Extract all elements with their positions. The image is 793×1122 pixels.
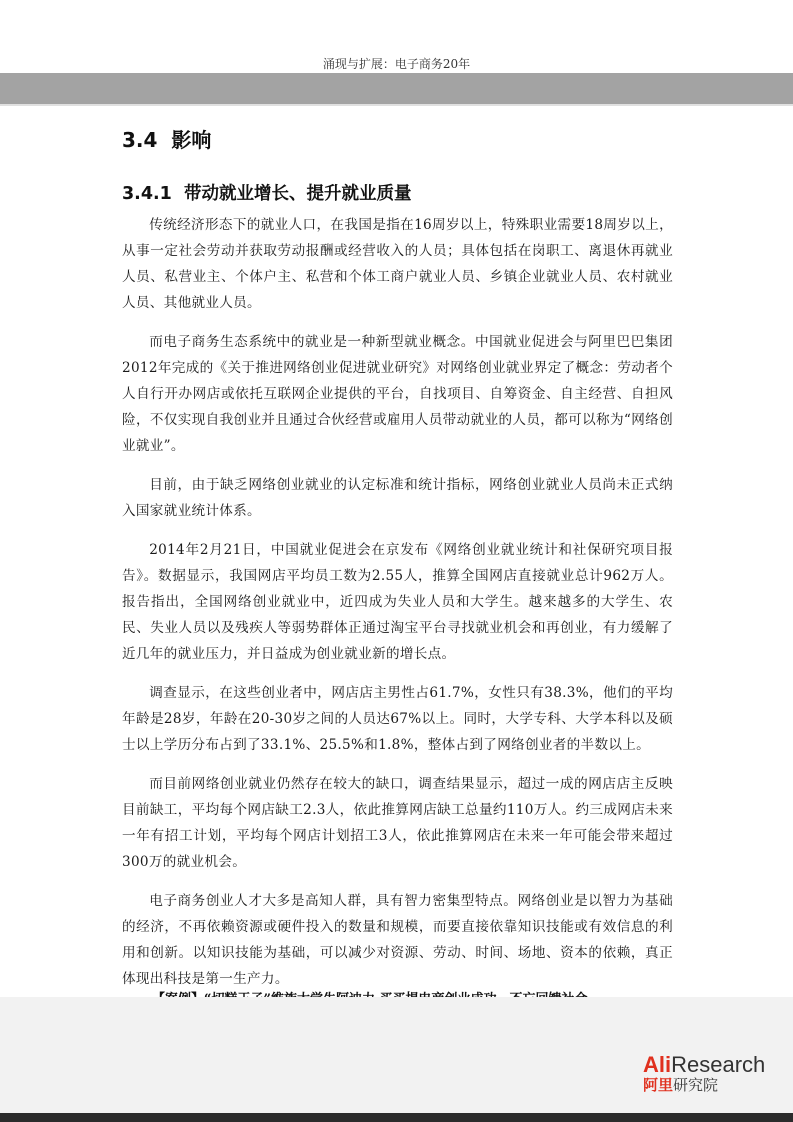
subsection-title: 3.4.1 带动就业增长、提升就业质量 [122, 184, 412, 204]
running-header: 涌现与扩展：电子商务20年 [322, 57, 471, 71]
paragraph: 2014年2月21日，中国就业促进会在京发布《网络创业就业统计和社保研究项目报告》。数据显示，我国网店平均员工数为2.55人，推算全国网店直接就业总计962万人。报告指出，全国网络创业就业中，近四成为失业人员和大学生。越来越多的大学生、农民、失业人员以及残疾人等弱势群体正通过淘宝平台寻找就业机会和再创业，有力缓解了近几年的就业压力，并日益成为创业就业新的增长点。 [122, 542, 673, 662]
paragraph: 调查显示，在这些创业者中，网店店主男性占61.7%，女性只有38.3%，他们的平均年龄是28岁，年龄在20-30岁之间的人员达67%以上。同时，大学专科、大学本科以及硕士以上学历分布占到了33.1%、25.5%和1.8%，整体占到了网络创业者的半数以上。 [122, 685, 673, 753]
logo-cn-red-text: 阿里 [643, 1076, 674, 1094]
paragraph: 传统经济形态下的就业人口，在我国是指在16周岁以上，特殊职业需要18周岁以上，从事一定社会劳动并获取劳动报酬或经营收入的人员；具体包括在岗职工、离退休再就业人员、私营业主、个体户主、私营和个体工商户就业人员、乡镇企业就业人员、农村就业人员、其他就业人员。 [122, 217, 673, 311]
logo-ali-text: Ali [643, 1052, 672, 1077]
footer-bar [0, 1113, 793, 1122]
paragraph: 目前，由于缺乏网络创业就业的认定标准和统计指标，网络创业就业人员尚未正式纳入国家就业统计体系。 [122, 477, 673, 519]
logo-research-text: Research [671, 1052, 766, 1077]
header-band [0, 73, 793, 104]
header-band-line [0, 104, 793, 106]
aliresearch-logo [643, 1054, 783, 1096]
body-text [122, 212, 673, 1005]
paragraph: 而目前网络创业就业仍然存在较大的缺口，调查结果显示，超过一成的网店店主反映目前缺工，平均每个网店缺工2.3人，依此推算网店缺工总量约110万人。约三成网店未来一年有招工计划，平均每个网店计划招工3人，依此推算网店在未来一年可能会带来超过300万的就业机会。 [122, 776, 673, 870]
paragraph: 而电子商务生态系统中的就业是一种新型就业概念。中国就业促进会与阿里巴巴集团2012年完成的《关于推进网络创业促进就业研究》对网络创业就业界定了概念：劳动者个人自行开办网店或依托互联网企业提供的平台，自找项目、自筹资金、自主经营、自担风险，不仅实现自我创业并且通过合伙经营或雇用人员带动就业的人员，都可以称为“网络创业就业”。 [122, 334, 673, 454]
section-title: 3.4 影响 [122, 128, 212, 152]
paragraph: 电子商务创业人才大多是高知人群，具有智力密集型特点。网络创业是以智力为基础的经济，不再依赖资源或硬件投入的数量和规模，而要直接依靠知识技能或有效信息的利用和创新。以知识技能为基础，可以减少对资源、劳动、时间、场地、资本的依赖，真正体现出科技是第一生产力。 [122, 893, 673, 987]
logo-cn-gray-text: 研究院 [673, 1076, 719, 1094]
